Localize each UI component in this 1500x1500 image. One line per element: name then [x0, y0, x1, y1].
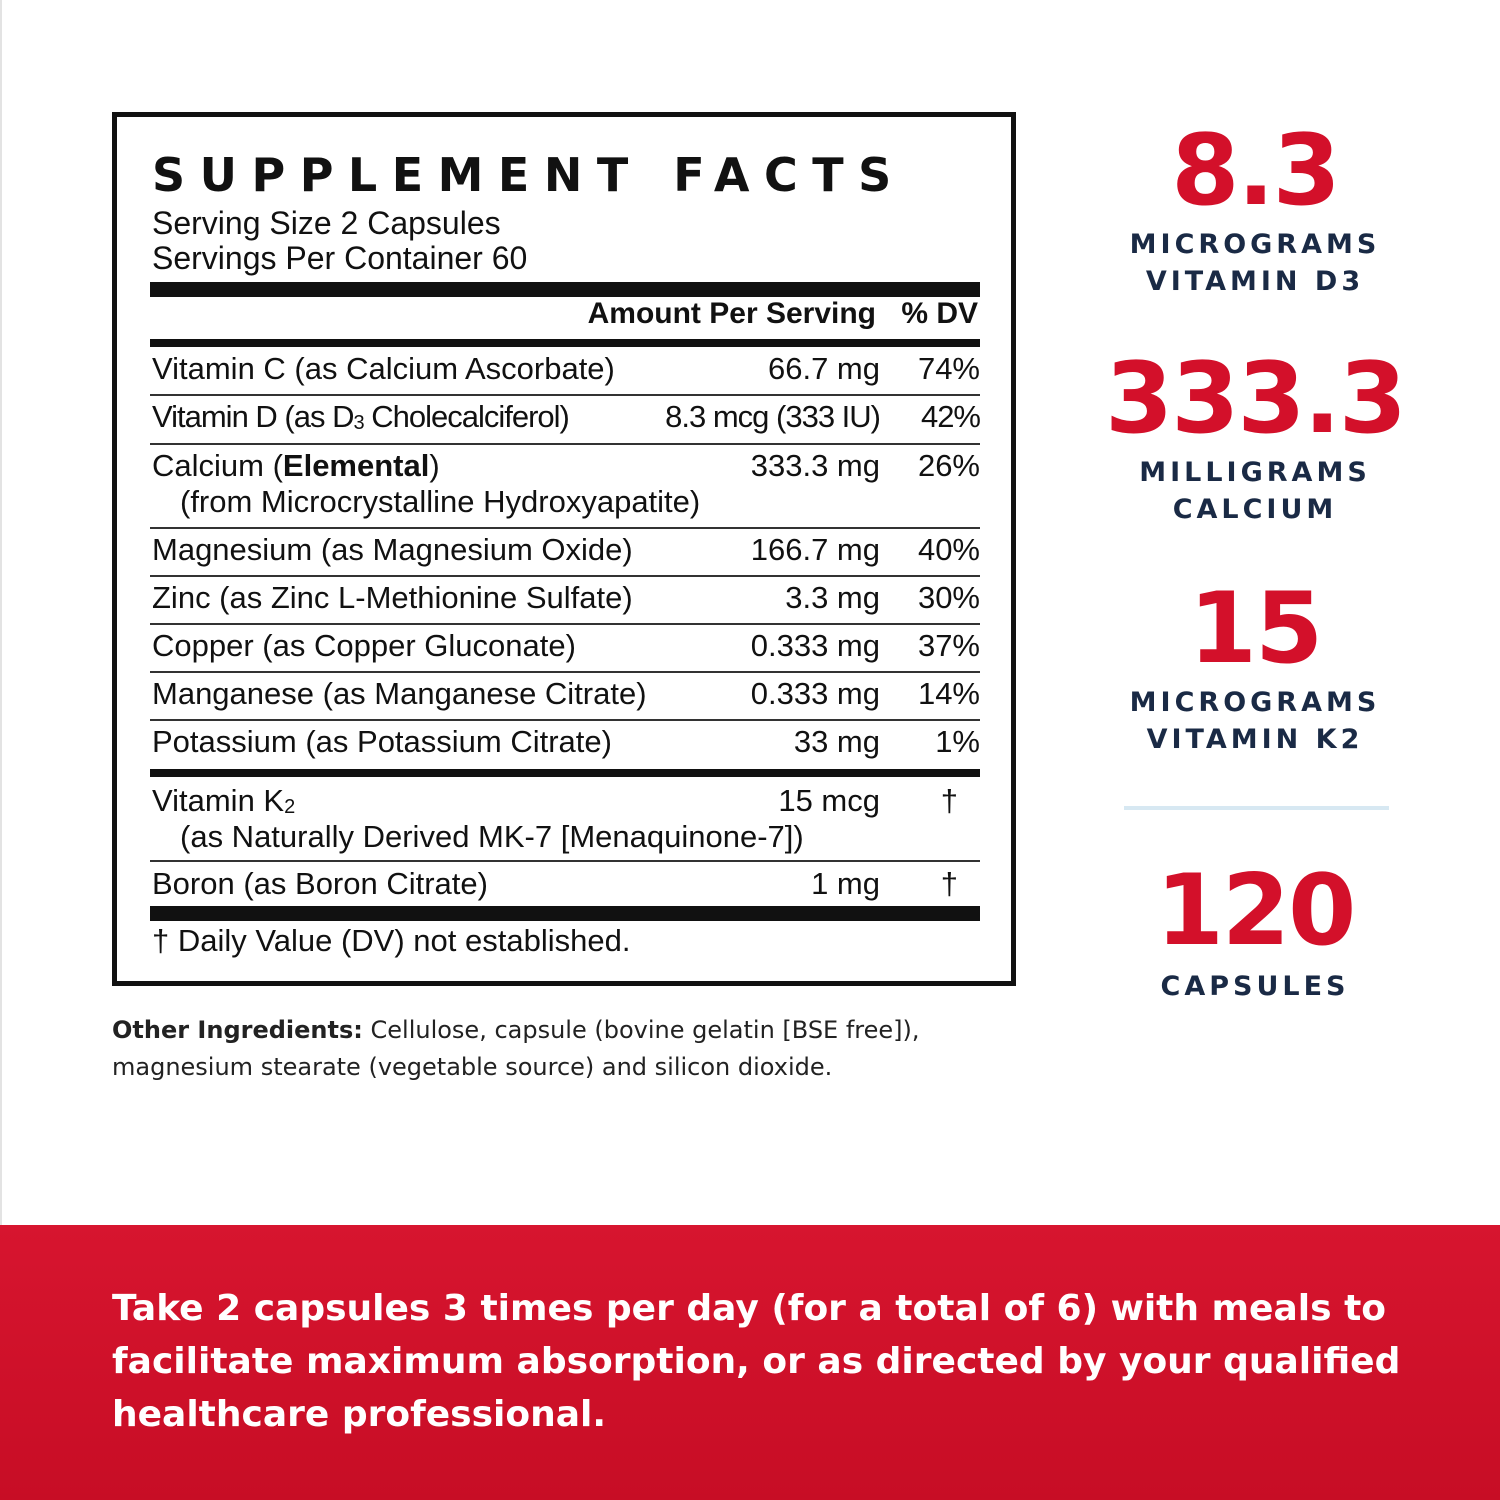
stat-vitamin-k2 — [1100, 572, 1410, 758]
stat-label-line1: MILLIGRAMS — [1139, 457, 1371, 488]
facts-title: SUPPLEMENT FACTS — [152, 148, 906, 202]
nutrient-dv: 30% — [917, 580, 980, 615]
nutrient-row-zinc — [150, 579, 980, 625]
dv-footnote: † Daily Value (DV) not established. — [152, 923, 631, 958]
nutrient-amount: 15 mcg — [778, 783, 880, 818]
servings-per-container: Servings Per Container 60 — [152, 240, 528, 276]
directions-banner — [0, 1225, 1500, 1500]
nutrient-amount: 1 mg — [811, 866, 880, 901]
nutrient-name: Boron (as Boron Citrate) — [152, 866, 488, 901]
nutrient-amount: 3.3 mg — [785, 580, 880, 615]
header-dv: % DV — [901, 297, 978, 330]
nutrient-name: Zinc (as Zinc L-Methionine Sulfate) — [152, 580, 633, 615]
nutrient-name: Vitamin $K_2$ — [152, 783, 296, 818]
nutrient-amount: 8.3 mcg (333 IU) — [665, 399, 880, 434]
nutrient-amount: 166.7 mg — [750, 532, 880, 567]
stat-label-line1: MICROGRAMS — [1129, 687, 1381, 718]
nutrient-row-magnesium — [150, 531, 980, 577]
other-ingredients — [112, 1012, 992, 1086]
medium-rule — [150, 769, 980, 777]
nutrient-source: (as Naturally Derived MK-7 [Menaquinone-7]) — [180, 819, 804, 854]
nutrient-name: Copper (as Copper Gluconate) — [152, 628, 576, 663]
stat-value: 8.3 — [1171, 114, 1339, 228]
nutrient-name: Calcium (Elemental) — [152, 448, 440, 483]
nutrient-name: Vitamin C (as Calcium Ascorbate) — [152, 351, 615, 386]
stat-vitamin-d3 — [1100, 114, 1410, 300]
nutrient-amount: 66.7 mg — [767, 351, 880, 386]
medium-rule — [150, 339, 980, 347]
nutrient-amount: 0.333 mg — [750, 628, 880, 663]
stat-label-line2: CALCIUM — [1172, 494, 1338, 525]
nutrient-name: Magnesium (as Magnesium Oxide) — [152, 532, 633, 567]
header-amount: Amount Per Serving — [587, 297, 876, 330]
nutrient-name: Vitamin D (as $D_3$ Cholecalciferol) — [152, 399, 569, 434]
nutrient-name: Manganese (as Manganese Citrate) — [152, 676, 647, 711]
other-ingredients-text: Cellulose, capsule (bovine gelatin [BSE free]), magnesium stearate (vegetable source) and silicon dioxide. — [112, 1016, 920, 1081]
stat-value: 120 — [1155, 854, 1355, 968]
nutrient-amount: 0.333 mg — [750, 676, 880, 711]
heavy-rule — [150, 906, 980, 921]
nutrient-dv: † — [940, 866, 958, 901]
nutrient-row-boron — [150, 865, 980, 909]
nutrient-row-vitamin-c — [150, 350, 980, 396]
nutrient-row-manganese — [150, 675, 980, 721]
nutrient-amount: 333.3 mg — [750, 448, 880, 483]
nutrient-amount: 33 mg — [793, 724, 880, 759]
stat-label-line1: MICROGRAMS — [1129, 229, 1381, 260]
stat-label-line2: VITAMIN K2 — [1146, 724, 1364, 755]
nutrient-dv: 14% — [917, 676, 980, 711]
other-ingredients-label: Other Ingredients: — [112, 1016, 363, 1044]
directions-text: Take 2 capsules 3 times per day (for a total of 6) with meals to facilitate maximum absorption, or as directed by your qualified healthcare professional. — [112, 1288, 1401, 1435]
nutrient-dv: 37% — [917, 628, 980, 663]
nutrient-row-vitamin-k2 — [150, 782, 980, 862]
stat-value: 15 — [1188, 572, 1322, 686]
stat-label-line2: VITAMIN D3 — [1145, 266, 1365, 297]
nutrient-name: Potassium (as Potassium Citrate) — [152, 724, 612, 759]
serving-size: Serving Size 2 Capsules — [152, 205, 501, 241]
nutrient-dv: 40% — [917, 532, 980, 567]
stat-capsules — [1100, 854, 1410, 1005]
nutrient-row-vitamin-d — [150, 398, 980, 445]
nutrient-row-copper — [150, 627, 980, 673]
nutrient-dv: 26% — [917, 448, 980, 483]
supplement-facts-panel — [112, 112, 1016, 986]
stat-label-line1: CAPSULES — [1160, 971, 1350, 1002]
nutrient-dv: 74% — [917, 351, 980, 386]
stat-calcium — [1100, 342, 1410, 528]
stat-value: 333.3 — [1105, 342, 1405, 456]
nutrient-source: (from Microcrystalline Hydroxyapatite) — [180, 484, 701, 519]
nutrient-row-potassium — [150, 723, 980, 769]
stats-divider — [1124, 806, 1389, 810]
page-edge — [0, 0, 2, 1225]
nutrient-row-calcium — [150, 447, 980, 529]
nutrient-dv: 1% — [935, 724, 980, 759]
nutrient-dv: 42% — [920, 399, 980, 434]
nutrient-dv: † — [940, 783, 958, 818]
